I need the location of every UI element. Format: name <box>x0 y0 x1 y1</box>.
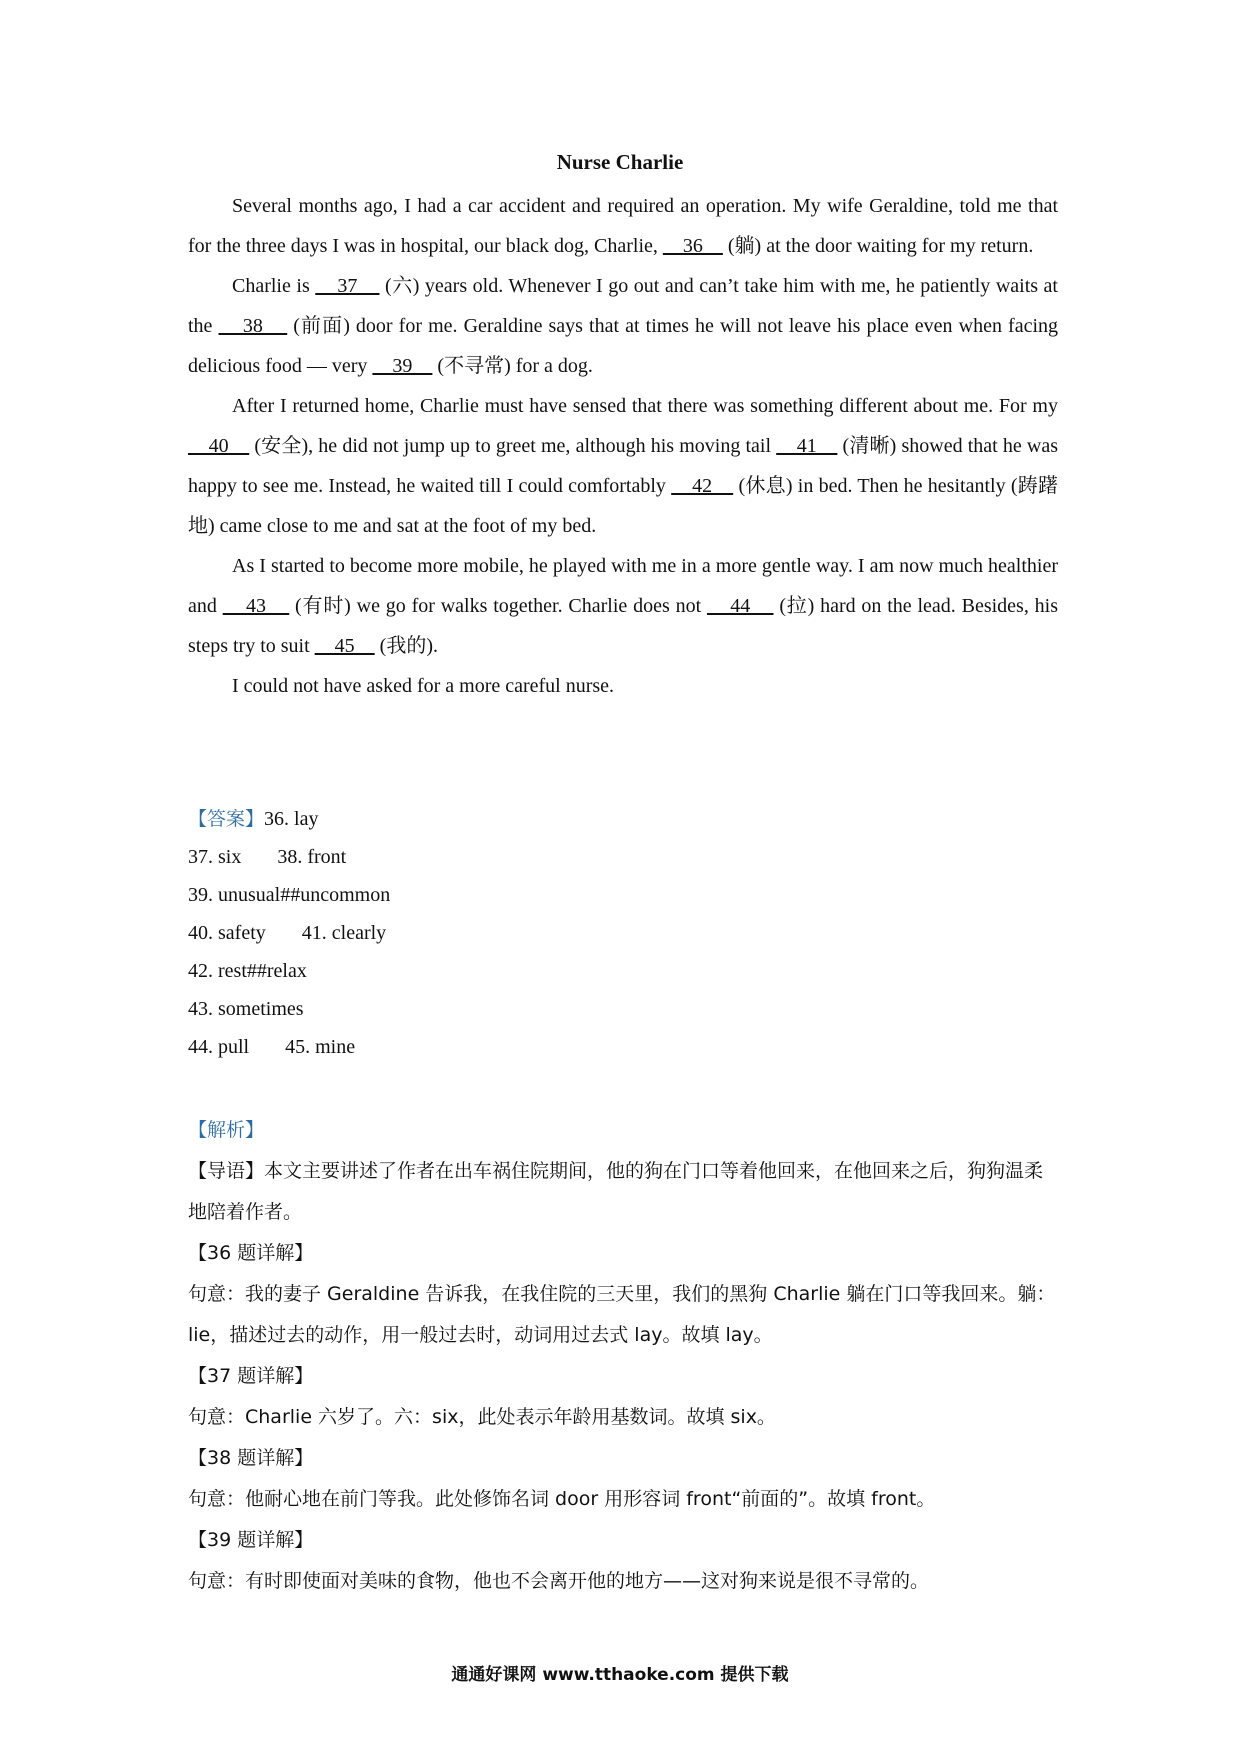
text: As I started to become more mobile, he played with me in a more gentle way. I am now much healthier and <box>188 555 1058 617</box>
text: After I returned home, Charlie must have sensed that there was something different about me. For my <box>232 395 1058 417</box>
answer-38: 38. front <box>277 846 347 868</box>
answer-line <box>188 952 1058 990</box>
blank-43: 43 <box>222 595 290 617</box>
blank-44: 44 <box>706 595 774 617</box>
text: (拉) hard on the lead. Besides, his steps try to suit <box>188 595 1058 657</box>
answer-line <box>188 1028 1058 1066</box>
answer-line <box>188 800 1058 838</box>
answer-label: 【答案】 <box>188 808 265 830</box>
answer-section <box>188 800 1058 1066</box>
text: (有时) we go for walks together. Charlie does not <box>289 595 707 617</box>
footer-text: 通通好课网 www.tthaoke.com 提供下载 <box>451 1665 789 1685</box>
detail-heading-36: 【36 题详解】 <box>188 1242 314 1264</box>
detail-text-36: 句意：我的妻子 Geraldine 告诉我，在我住院的三天里，我们的黑狗 Charlie 躺在门口等我回来。躺：lie，描述过去的动作，用一般过去时，动词用过去式 lay。故填 lay。 <box>188 1283 1056 1346</box>
detail-heading-37: 【37 题详解】 <box>188 1365 314 1387</box>
detail-text-38: 句意：他耐心地在前门等我。此处修饰名词 door 用形容词 front“前面的”。故填 front。 <box>188 1488 936 1510</box>
analysis-label: 【解析】 <box>188 1119 265 1141</box>
text: (清晰) showed that he was happy to see me. Instead, he waited till I could comfortably <box>188 435 1059 497</box>
blank-42: 42 <box>671 475 734 497</box>
paragraph-4 <box>188 546 1058 666</box>
blank-37: 37 <box>315 275 380 297</box>
text: (安全), he did not jump up to greet me, although his moving tail <box>249 435 777 457</box>
paragraph-5: I could not have asked for a more careful nurse. <box>232 675 615 697</box>
answer-45: 45. mine <box>285 1036 356 1058</box>
answer-line <box>188 876 1058 914</box>
text: Charlie is <box>232 275 316 297</box>
analysis-intro: 【导语】本文主要讲述了作者在出车祸住院期间，他的狗在门口等着他回来，在他回来之后，狗狗温柔地陪着作者。 <box>188 1160 1044 1223</box>
answer-40: 40. safety <box>188 922 266 944</box>
blank-40: 40 <box>188 435 250 457</box>
blank-38: 38 <box>218 315 288 337</box>
blank-39: 39 <box>372 355 433 377</box>
answer-44: 44. pull <box>188 1036 250 1058</box>
detail-heading-38: 【38 题详解】 <box>188 1447 314 1469</box>
paragraph-2 <box>188 266 1058 386</box>
detail-text-37: 句意：Charlie 六岁了。六：six，此处表示年龄用基数词。故填 six。 <box>188 1406 776 1428</box>
text: (六) years old. Whenever I go out and can’t take him with me, he patiently waits at the <box>188 275 1058 337</box>
analysis-label-line <box>188 1110 1058 1151</box>
answer-41: 41. clearly <box>301 922 387 944</box>
answer-42: 42. rest##relax <box>188 960 307 982</box>
answer-37: 37. six <box>188 846 242 868</box>
blank-36: 36 <box>662 235 723 257</box>
paragraph-1 <box>188 186 1058 266</box>
answer-36: 36. lay <box>264 808 319 830</box>
answer-line <box>188 838 1058 876</box>
paragraph-3 <box>188 386 1058 546</box>
page-title: Nurse Charlie <box>556 150 684 174</box>
answer-line <box>188 914 1058 952</box>
answer-line <box>188 990 1058 1028</box>
analysis-section <box>188 1110 1058 1602</box>
text: Several months ago, I had a car accident and required an operation. My wife Geraldine, told me that for the three days I was in hospital, our black dog, Charlie, <box>188 195 1058 257</box>
text: (不寻常) for a dog. <box>432 355 593 377</box>
text: (休息) in bed. Then he hesitantly (踌躇地) came close to me and sat at the foot of my bed. <box>188 475 1058 537</box>
text: (我的). <box>374 635 438 657</box>
detail-text-39: 句意：有时即使面对美味的食物，他也不会离开他的地方——这对狗来说是很不寻常的。 <box>188 1570 930 1592</box>
answer-39: 39. unusual##uncommon <box>188 884 391 906</box>
blank-45: 45 <box>314 635 375 657</box>
text: (躺) at the door waiting for my return. <box>722 235 1034 257</box>
text: (前面) door for me. Geraldine says that at times he will not leave his place even when facing delicious food — very <box>188 315 1059 377</box>
answer-43: 43. sometimes <box>188 998 304 1020</box>
blank-41: 41 <box>776 435 838 457</box>
passage <box>188 186 1058 706</box>
detail-heading-39: 【39 题详解】 <box>188 1529 314 1551</box>
